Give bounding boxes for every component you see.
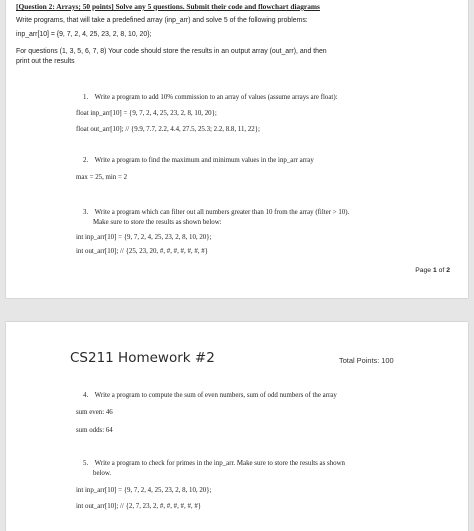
- document-page-1: [6, 0, 468, 298]
- question-text: Write a program to check for primes in the inp_arr. Make sure to store the results as shown: [94, 460, 346, 467]
- question-text: Write a program to compute the sum of even numbers, sum of odd numbers of the array: [94, 392, 337, 399]
- q3-code-line-2: int out_arr[10]; // {25, 23, 20, #, #, #, #, #, #, #}: [76, 248, 208, 255]
- q5-subtext: below.: [93, 470, 112, 477]
- q3-subtext: Make sure to store the results as shown below:: [93, 219, 222, 226]
- question-text: Write a program to add 10% commission to an array of values (assume arrays are float):: [94, 94, 338, 101]
- instruction-line-1: For questions (1, 3, 5, 6, 7, 8) Your code should store the results in an output array (out_arr), and then: [16, 48, 327, 55]
- question-2: [83, 156, 314, 166]
- q4-sum-odd: sum odds: 64: [76, 427, 113, 434]
- total-points: Total Points: 100: [339, 356, 394, 365]
- question-4: [83, 391, 337, 401]
- question-1: [83, 93, 338, 103]
- input-array-definition: inp_arr[10] = {9, 7, 2, 4, 25, 23, 2, 8, 10, 20};: [16, 31, 152, 38]
- document-title: CS211 Homework #2: [70, 350, 215, 366]
- q3-code-line-1: int inp_arr[10] = {9, 7, 2, 4, 25, 23, 2, 8, 10, 20};: [76, 234, 212, 241]
- q5-code-line-1: int inp_arr[10] = {9, 7, 2, 4, 25, 23, 2, 8, 10, 20};: [76, 487, 212, 494]
- question-number: 4.: [83, 392, 89, 399]
- page-total: 2: [446, 267, 450, 274]
- page-number: [415, 267, 450, 274]
- question-5: [83, 459, 345, 469]
- intro-text: Write programs, that will take a predefined array (inp_arr) and solve 5 of the following problems:: [16, 17, 308, 24]
- q2-result: max = 25, min = 2: [76, 174, 128, 181]
- question-3: [83, 208, 349, 218]
- document-page-2: [6, 322, 468, 531]
- question-number: 5.: [83, 460, 89, 467]
- instruction-line-2: print out the results: [16, 58, 75, 65]
- question-text: Write a program to find the maximum and minimum values in the inp_arr array: [94, 157, 314, 164]
- page-label: Page: [415, 267, 433, 274]
- q4-sum-even: sum even: 46: [76, 409, 113, 416]
- q1-code-line-2: float out_arr[10]; // {9.9, 7.7, 2.2, 4.4, 27.5, 25.3; 2.2, 8.8, 11, 22};: [76, 126, 260, 133]
- q5-code-line-2: int out_arr[10]; // {2, 7, 23, 2, #, #, #, #, #, #}: [76, 503, 202, 510]
- question-number: 3.: [83, 209, 89, 216]
- question-number: 1.: [83, 94, 89, 101]
- page-current: 1: [432, 267, 437, 274]
- question-text: Write a program which can filter out all numbers greater than 10 from the array (filter > 10).: [94, 209, 350, 216]
- question-number: 2.: [83, 157, 89, 164]
- page-of: of: [436, 267, 447, 274]
- q1-code-line-1: float inp_arr[10] = {9, 7, 2, 4, 25, 23, 2, 8, 10, 20};: [76, 110, 217, 117]
- section-heading: [Question 2: Arrays; 50 points] Solve any 5 questions. Submit their code and flowchart diagrams: [16, 2, 320, 11]
